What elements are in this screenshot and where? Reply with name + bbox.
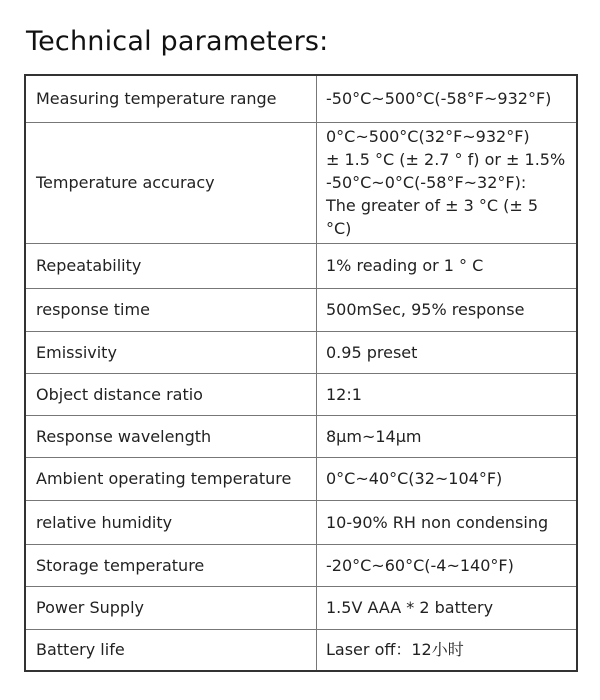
spec-table [24, 74, 578, 672]
table-row [25, 75, 577, 122]
table-row [25, 122, 577, 243]
param-value [317, 373, 578, 415]
param-value [317, 500, 578, 544]
param-value-line: 8μm~14μm [326, 426, 422, 446]
param-value-line: -20°C~60°C(-4~140°F) [326, 555, 514, 575]
table-row [25, 331, 577, 373]
param-label: Battery life [25, 629, 317, 671]
param-value-line: 10-90% RH non condensing [326, 512, 549, 532]
param-value [317, 415, 578, 457]
param-label: response time [25, 288, 317, 331]
param-value-line: 1.5V AAA * 2 battery [326, 598, 494, 617]
param-label: Object distance ratio [25, 373, 317, 415]
param-label: Measuring temperature range [25, 75, 317, 122]
param-value-line: 500mSec, 95% response [326, 300, 525, 319]
table-row [25, 500, 577, 544]
param-value-line: 12:1 [326, 384, 362, 404]
table-row [25, 288, 577, 331]
table-row [25, 373, 577, 415]
param-value-line: 1% reading or 1 ° C [326, 256, 484, 275]
param-label: Emissivity [25, 331, 317, 373]
param-value [317, 457, 578, 500]
param-value [317, 243, 578, 288]
param-value [317, 331, 578, 373]
param-label: Power Supply [25, 586, 317, 629]
param-value [317, 288, 578, 331]
param-label: Storage temperature [25, 544, 317, 586]
table-row [25, 586, 577, 629]
param-label: Ambient operating temperature [25, 457, 317, 500]
param-value [317, 75, 578, 122]
param-value-line: -50°C~500°C(-58°F~932°F) [326, 89, 552, 109]
param-value-line: The greater of ± 3 °C (± 5 °C) [326, 196, 539, 238]
param-value-line: Laser off：12小时 [326, 640, 464, 660]
param-label: Temperature accuracy [25, 122, 317, 243]
param-value-line: 0.95 preset [326, 342, 418, 362]
param-value-line: ± 1.5 °C (± 2.7 ° f) or ± 1.5% [326, 150, 566, 169]
page-title: Technical parameters: [26, 26, 329, 57]
table-row [25, 415, 577, 457]
param-label: Repeatability [25, 243, 317, 288]
table-row [25, 457, 577, 500]
param-value [317, 122, 578, 243]
param-value-line: 0°C~500°C(32°F~932°F) [326, 127, 530, 146]
param-value [317, 586, 578, 629]
param-value-line: 0°C~40°C(32~104°F) [326, 469, 503, 488]
param-label: relative humidity [25, 500, 317, 544]
table-row [25, 544, 577, 586]
param-value-line: -50°C~0°C(-58°F~32°F): [326, 173, 527, 192]
param-value [317, 629, 578, 671]
table-row [25, 629, 577, 671]
param-label: Response wavelength [25, 415, 317, 457]
param-value [317, 544, 578, 586]
table-row [25, 243, 577, 288]
